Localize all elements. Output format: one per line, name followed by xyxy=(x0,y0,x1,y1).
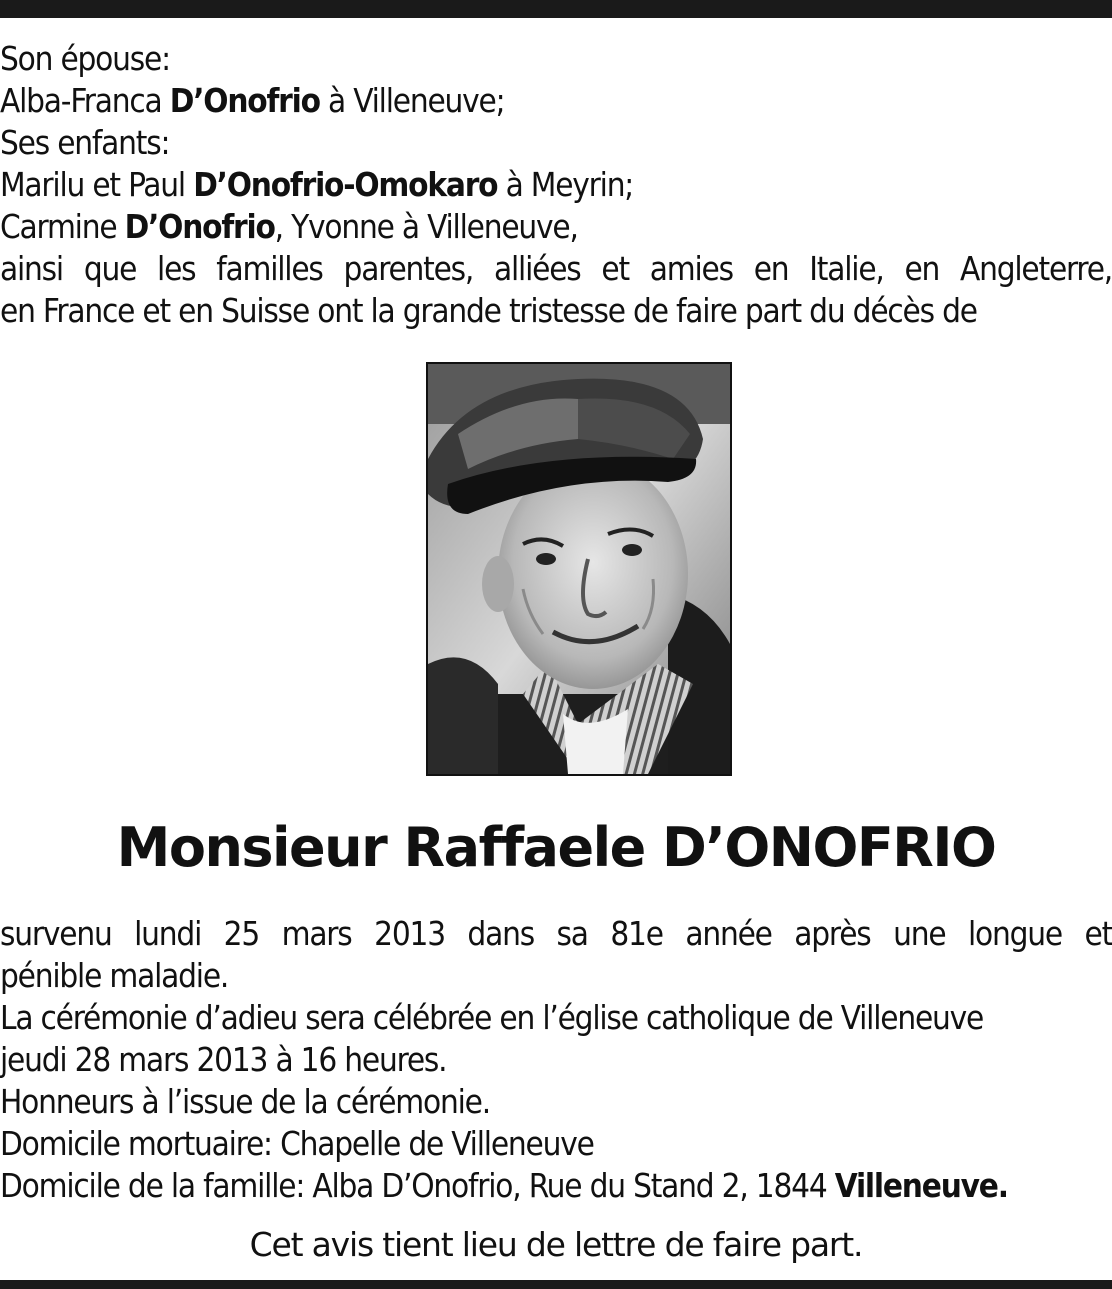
details-line-honours: Honneurs à l’issue de la cérémonie. xyxy=(0,1082,490,1121)
funeral-details xyxy=(0,913,1112,1207)
intro-line-child-2 xyxy=(0,206,1112,248)
intro-line-families: ainsi que les familles parentes, alliées et amies en Italie, en Angleterre, xyxy=(0,249,1112,288)
family-town: Villeneuve. xyxy=(834,1166,1008,1205)
deceased-name-heading: Monsieur Raffaele D’ONOFRIO xyxy=(116,816,996,879)
child-1-location: à Meyrin; xyxy=(497,165,634,204)
bottom-rule xyxy=(0,1280,1112,1289)
intro-line-children-heading: Ses enfants: xyxy=(0,123,170,162)
family-announcement xyxy=(0,38,1112,332)
child-2-name: Carmine xyxy=(0,207,125,246)
details-line-mortuary: Domicile mortuaire: Chapelle de Villeneuve xyxy=(0,1124,594,1163)
intro-line-announcement: en France et en Suisse ont la grande tristesse de faire part du décès de xyxy=(0,291,977,330)
intro-line-spouse xyxy=(0,80,1112,122)
details-line-illness: pénible maladie. xyxy=(0,956,229,995)
portrait-photo xyxy=(426,362,732,776)
spouse-surname: D’Onofrio xyxy=(169,81,320,120)
child-1-names: Marilu et Paul xyxy=(0,165,194,204)
child-1-surname: D’Onofrio-Omokaro xyxy=(193,165,498,204)
footer-note: Cet avis tient lieu de lettre de faire part. xyxy=(249,1225,863,1264)
details-line-death-date: survenu lundi 25 mars 2013 dans sa 81e année après une longue et xyxy=(0,914,1112,953)
details-line-ceremony-date: jeudi 28 mars 2013 à 16 heures. xyxy=(0,1040,447,1079)
details-line-ceremony: La cérémonie d’adieu sera célébrée en l’église catholique de Villeneuve xyxy=(0,998,984,1037)
spouse-first-name: Alba-Franca xyxy=(0,81,170,120)
family-address: Domicile de la famille: Alba D’Onofrio, Rue du Stand 2, 1844 xyxy=(0,1166,835,1205)
spouse-location: à Villeneuve; xyxy=(319,81,505,120)
intro-line-spouse-heading: Son épouse: xyxy=(0,39,170,78)
details-line-family-address xyxy=(0,1165,1112,1207)
child-2-location: , Yvonne à Villeneuve, xyxy=(274,207,578,246)
intro-line-child-1 xyxy=(0,164,1112,206)
child-2-surname: D’Onofrio xyxy=(124,207,275,246)
top-rule xyxy=(0,0,1112,18)
